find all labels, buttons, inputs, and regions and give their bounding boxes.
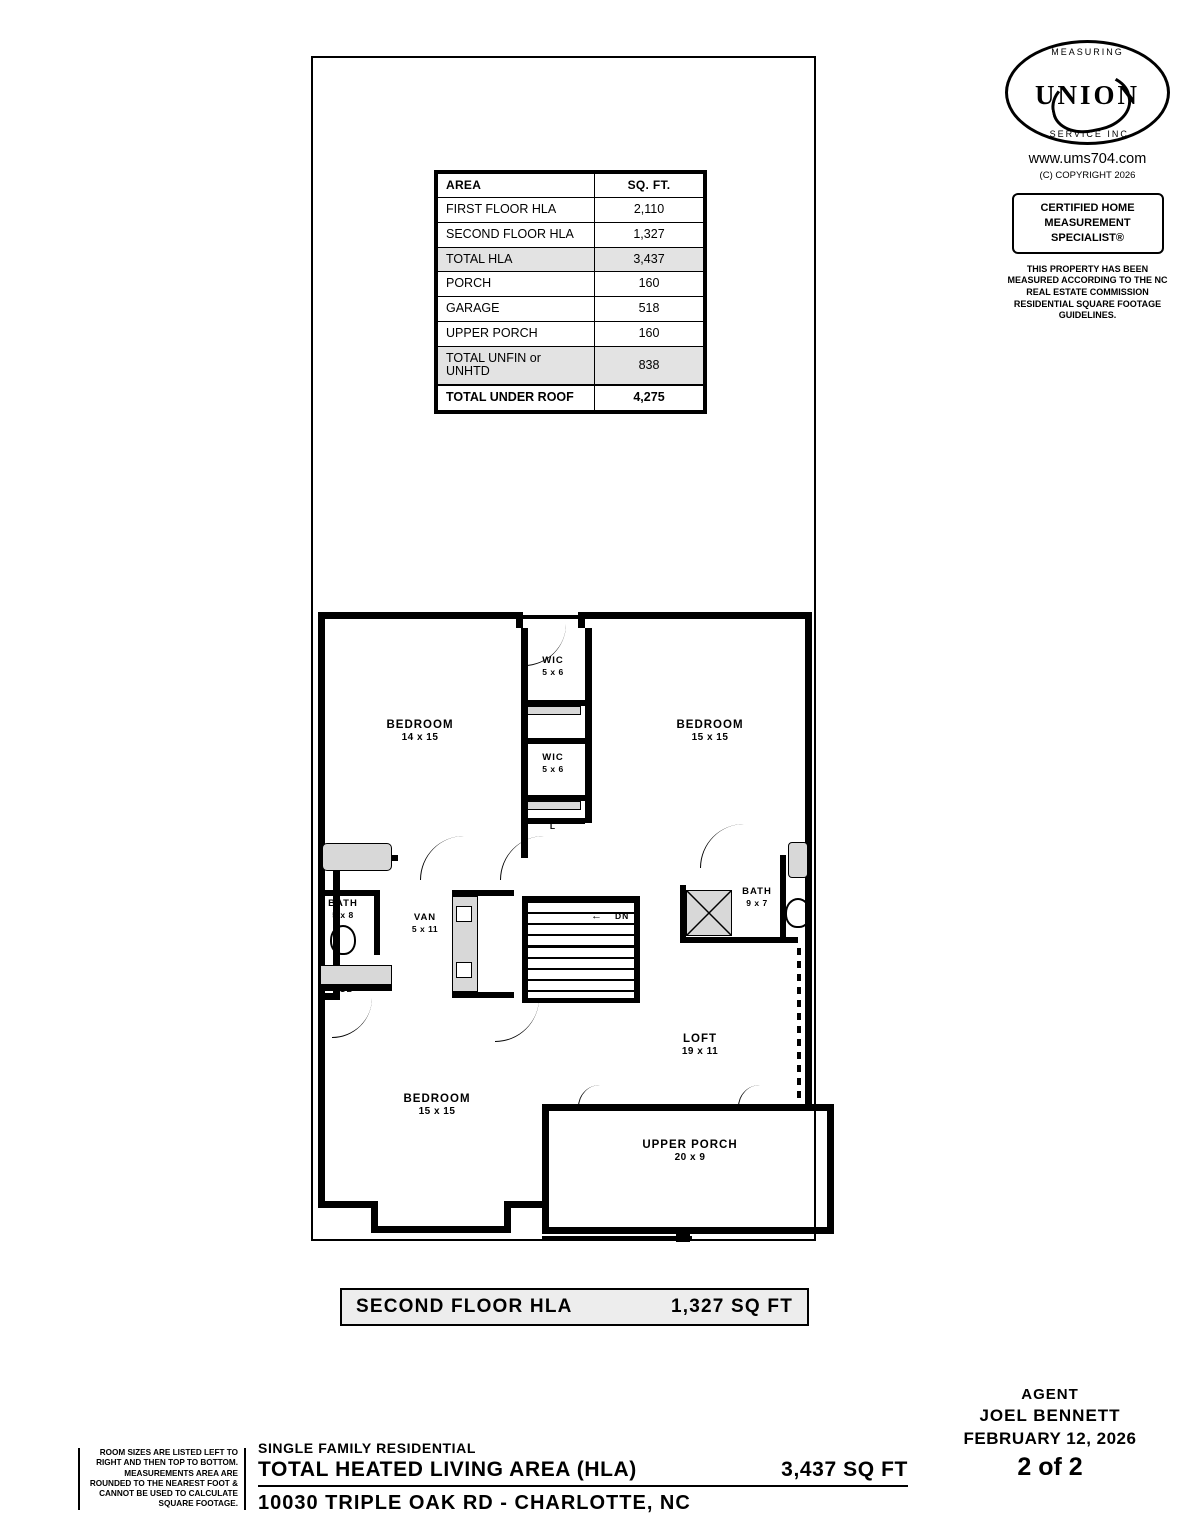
area-label: FIRST FLOOR HLA bbox=[438, 198, 595, 223]
closet-label-cl: CL bbox=[339, 984, 353, 994]
room-label-van: VAN 5 x 11 bbox=[411, 912, 439, 934]
area-value: 1,327 bbox=[595, 222, 704, 247]
caption-right-text: 1,327 SQ FT bbox=[671, 1296, 793, 1317]
wic1-shelf bbox=[527, 706, 581, 715]
area-summary-table bbox=[434, 170, 707, 414]
table-row bbox=[438, 198, 704, 223]
porch-post bbox=[676, 1230, 690, 1242]
agent-name: JOEL BENNETT bbox=[979, 1406, 1121, 1425]
loft-railing bbox=[797, 948, 801, 1100]
area-value: 160 bbox=[595, 272, 704, 297]
top-wall-notch bbox=[520, 607, 580, 615]
logo-top-arc-text: MEASURING bbox=[1051, 47, 1124, 57]
table-row bbox=[438, 222, 704, 247]
room-label-wic-1: WIC 5 x 6 bbox=[542, 655, 564, 677]
top-notch-wall-l bbox=[516, 612, 523, 628]
table-row-total bbox=[438, 385, 704, 410]
vanity-bath2 bbox=[788, 842, 808, 878]
room-label-upper-porch: UPPER PORCH 20 x 9 bbox=[642, 1139, 738, 1164]
certification-badge: CERTIFIED HOME MEASUREMENT SPECIALIST® bbox=[1012, 193, 1164, 254]
wic2-shelf bbox=[527, 801, 581, 810]
caption-left-text: SECOND FLOOR HLA bbox=[356, 1296, 573, 1317]
room-label-bath-2: BATH 9 x 7 bbox=[742, 886, 772, 908]
closet-label-l: L bbox=[549, 821, 557, 831]
area-value: 3,437 bbox=[595, 247, 704, 272]
wic2-wall-top bbox=[521, 738, 585, 744]
property-address: 10030 TRIPLE OAK RD - CHARLOTTE, NC bbox=[258, 1492, 691, 1514]
area-value: 2,110 bbox=[595, 198, 704, 223]
col-header-area: AREA bbox=[438, 174, 595, 198]
logo-brand-text: UNION bbox=[1034, 80, 1140, 110]
exterior-wall-bottom-left bbox=[318, 1201, 378, 1208]
area-label: SECOND FLOOR HLA bbox=[438, 222, 595, 247]
room-label-bedroom-3: BEDROOM 15 x 15 bbox=[403, 1093, 471, 1118]
bay-wall-bottom bbox=[371, 1226, 511, 1233]
table-row bbox=[438, 297, 704, 322]
toilet-icon bbox=[330, 925, 356, 955]
stair-direction-label: DN bbox=[615, 911, 630, 921]
table-header-row bbox=[438, 174, 704, 198]
table-row bbox=[438, 272, 704, 297]
room-label-bedroom-1: BEDROOM 14 x 15 bbox=[386, 719, 454, 744]
logo-bottom-arc-text: SERVICE INC. bbox=[1049, 129, 1134, 139]
table-row bbox=[438, 346, 704, 385]
area-label: GARAGE bbox=[438, 297, 595, 322]
area-value: 4,275 bbox=[595, 385, 704, 410]
area-label: TOTAL UNDER ROOF bbox=[438, 385, 595, 410]
hla-label: TOTAL HEATED LIVING AREA (HLA) bbox=[258, 1458, 637, 1481]
area-value: 518 bbox=[595, 297, 704, 322]
area-label: UPPER PORCH bbox=[438, 321, 595, 346]
copyright-text: (C) COPYRIGHT 2026 bbox=[1039, 170, 1136, 181]
stair-wall-bottom bbox=[522, 998, 640, 1003]
room-label-wic-2: WIC 5 x 6 bbox=[542, 752, 564, 774]
exterior-wall-right-upper bbox=[805, 612, 812, 942]
area-label: TOTAL HLA bbox=[438, 247, 595, 272]
company-logo-block bbox=[1000, 40, 1175, 322]
room-label-bedroom-2: BEDROOM 15 x 15 bbox=[676, 719, 744, 744]
top-notch-wall-r bbox=[578, 612, 585, 628]
report-date: FEBRUARY 12, 2026 bbox=[963, 1429, 1137, 1448]
room-label-bath-1: BATH 5 x 8 bbox=[328, 898, 358, 920]
footer-divider bbox=[258, 1485, 908, 1487]
bathtub bbox=[322, 843, 392, 871]
floor-caption-bar bbox=[340, 1288, 809, 1326]
exterior-wall-left-upper bbox=[318, 612, 325, 857]
van-wall-bottom bbox=[452, 992, 514, 998]
area-label: TOTAL UNFIN or UNHTD bbox=[438, 346, 595, 385]
room-label-loft: LOFT 19 x 11 bbox=[681, 1033, 719, 1058]
exterior-wall-left-lower bbox=[318, 993, 325, 1208]
area-label: PORCH bbox=[438, 272, 595, 297]
page-number: 2 of 2 bbox=[1017, 1453, 1083, 1481]
property-type-text: SINGLE FAMILY RESIDENTIAL bbox=[258, 1440, 477, 1456]
porch-rail-bottom bbox=[542, 1236, 692, 1241]
website-text: www.ums704.com bbox=[1028, 151, 1147, 167]
agent-label: AGENT bbox=[1021, 1386, 1079, 1403]
bath1-wall-mid bbox=[318, 890, 380, 896]
agent-block bbox=[930, 1386, 1170, 1482]
footer-main-block bbox=[258, 1440, 908, 1515]
porch-wall-right bbox=[827, 1104, 834, 1234]
measurement-note: ROOM SIZES ARE LISTED LEFT TO RIGHT AND THEN TOP TO BOTTOM. MEASUREMENTS AREA ARE ROUNDED TO THE NEAREST FOOT & CANNOT BE USED TO CALCULATE SQUARE FOOTAGE. bbox=[78, 1448, 246, 1510]
col-header-sqft: SQ. FT. bbox=[595, 174, 704, 198]
table-row bbox=[438, 247, 704, 272]
union-logo-icon bbox=[1005, 40, 1170, 145]
stair-direction-arrow-icon: ← bbox=[591, 910, 602, 922]
hla-value: 3,437 SQ FT bbox=[781, 1458, 908, 1481]
porch-wall-left bbox=[542, 1104, 549, 1234]
vanity-counter-bath1 bbox=[320, 965, 392, 985]
loft-wall-right bbox=[805, 942, 812, 1104]
area-value: 160 bbox=[595, 321, 704, 346]
area-value: 838 bbox=[595, 346, 704, 385]
table-row bbox=[438, 321, 704, 346]
sink-2-icon bbox=[456, 962, 472, 978]
measurement-disclaimer: THIS PROPERTY HAS BEEN MEASURED ACCORDING TO THE NC REAL ESTATE COMMISSION RESIDENTIAL SQUARE FOOTAGE GUIDELINES. bbox=[1007, 263, 1168, 321]
